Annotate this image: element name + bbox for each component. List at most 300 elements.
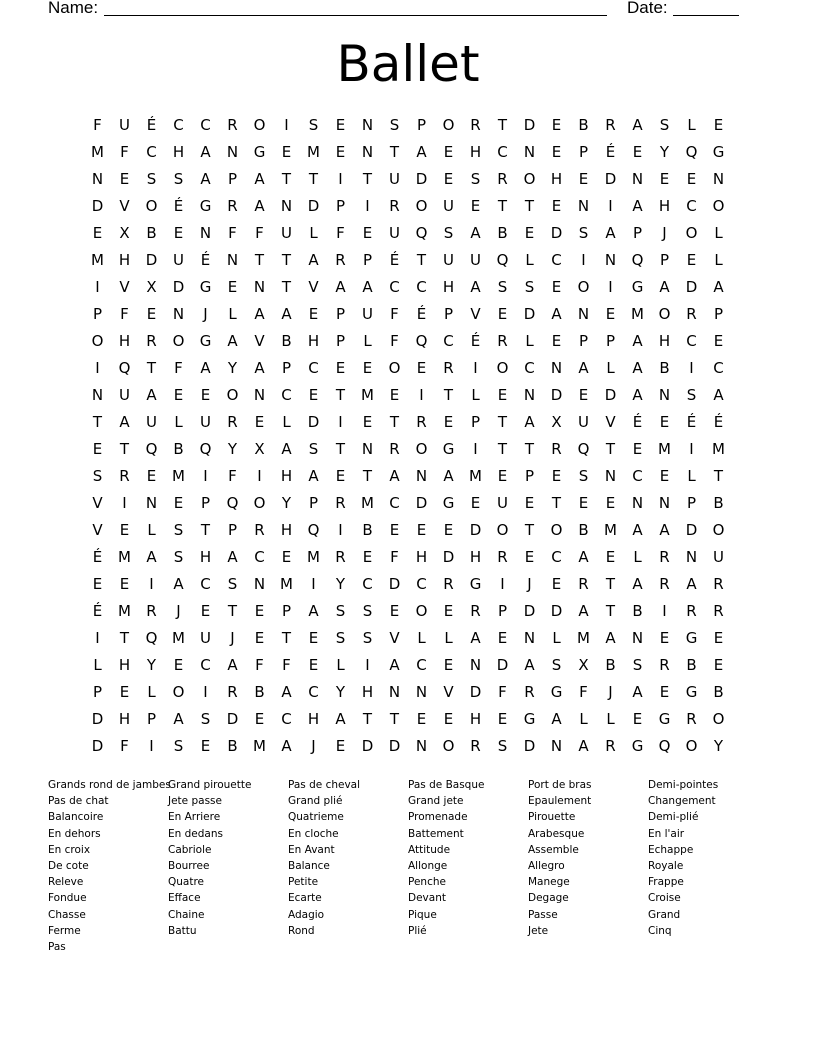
grid-cell: D [415,170,428,188]
grid-cell: U [578,413,589,431]
grid-cell: R [686,602,697,620]
word-list-item: Chaine [168,908,205,921]
grid-cell: A [254,197,265,215]
grid-cell: E [254,629,265,647]
word-list-item: Cabriole [168,843,212,856]
grid-cell: R [686,305,697,323]
grid-cell: É [686,413,697,431]
grid-cell: R [578,575,589,593]
grid-cell: T [605,575,616,593]
grid-row [84,193,732,220]
grid-cell: E [632,710,643,728]
grid-cell: E [200,386,211,404]
grid-row [84,247,732,274]
word-list-item: Demi-plié [648,811,699,824]
grid-cell: L [714,224,723,242]
grid-cell: D [307,197,320,215]
grid-cell: J [176,602,181,620]
grid-cell: E [308,656,319,674]
grid-row [84,571,732,598]
grid-cell: E [470,197,481,215]
grid-cell: L [579,710,588,728]
grid-cell: L [174,413,183,431]
grid-cell: A [389,656,400,674]
grid-cell: A [416,143,427,161]
grid-cell: A [308,467,319,485]
grid-cell: D [172,278,185,296]
grid-cell: T [362,710,373,728]
grid-cell: N [550,737,563,755]
grid-cell: R [713,602,724,620]
word-list-item: Jete [528,924,549,937]
grid-cell: R [713,575,724,593]
grid-cell: G [442,440,455,458]
grid-cell: E [551,332,562,350]
grid-cell: E [173,494,184,512]
grid-cell: C [308,683,319,701]
grid-cell: C [389,278,400,296]
grid-cell: E [686,170,697,188]
grid-cell: M [361,386,374,404]
word-list-item: Rond [288,924,315,937]
word-list-item: Quatrieme [288,811,344,824]
grid-row [84,301,732,328]
grid-cell: N [523,629,536,647]
grid-cell: M [307,143,320,161]
grid-cell: N [604,251,617,269]
grid-cell: L [525,251,534,269]
grid-cell: O [577,278,590,296]
grid-cell: R [335,548,346,566]
grid-cell: R [416,413,427,431]
grid-cell: E [659,683,670,701]
grid-row [84,139,732,166]
grid-cell: G [442,494,455,512]
grid-cell: G [523,710,536,728]
grid-cell: C [443,332,454,350]
grid-cell: N [577,197,590,215]
grid-row [84,328,732,355]
grid-cell: P [470,413,481,431]
grid-cell: P [443,305,454,323]
grid-cell: S [200,710,211,728]
grid-row [84,517,732,544]
grid-cell: B [686,656,697,674]
grid-cell: E [335,143,346,161]
word-list-item: Manege [528,876,570,889]
grid-cell: E [308,305,319,323]
grid-cell: C [632,467,643,485]
grid-cell: A [659,278,670,296]
grid-cell: E [389,521,400,539]
grid-cell: A [281,683,292,701]
grid-cell: N [91,386,104,404]
grid-cell: V [254,332,265,350]
grid-cell: N [199,224,212,242]
grid-cell: S [578,467,589,485]
grid-cell: C [416,575,427,593]
date-label: Date: [627,0,668,17]
grid-cell: R [470,737,481,755]
grid-cell: C [281,386,292,404]
grid-cell: U [389,224,400,242]
grid-cell: E [659,170,670,188]
grid-cell: G [199,197,212,215]
grid-cell: R [497,332,508,350]
grid-cell: E [605,548,616,566]
grid-cell: A [551,305,562,323]
grid-cell: F [498,683,507,701]
grid-cell: E [119,521,130,539]
grid-cell: G [712,143,725,161]
grid-cell: I [608,197,613,215]
grid-cell: O [442,116,455,134]
grid-cell: H [361,683,374,701]
grid-cell: A [281,737,292,755]
grid-cell: R [389,440,400,458]
grid-row [84,409,732,436]
grid-cell: R [659,548,670,566]
grid-cell: A [173,710,184,728]
grid-cell: J [230,629,235,647]
grid-cell: R [605,116,616,134]
grid-cell: A [200,143,211,161]
word-list-item: Adagio [288,908,325,921]
grid-cell: D [91,710,104,728]
grid-cell: M [118,548,131,566]
grid-cell: E [254,602,265,620]
grid-cell: P [92,683,103,701]
word-list-item: Royale [648,859,684,872]
word-list-item: Devant [408,892,446,905]
word-list-item: Bourree [168,859,210,872]
grid-cell: T [605,440,616,458]
grid-cell: A [281,440,292,458]
grid-cell: Y [659,143,670,161]
grid-cell: F [255,224,264,242]
grid-cell: B [146,224,157,242]
word-list-item: Plié [408,924,427,937]
grid-cell: E [254,413,265,431]
grid-cell: B [497,224,508,242]
grid-cell: T [281,629,292,647]
grid-cell: N [91,170,104,188]
word-list-item: Echappe [648,843,694,856]
grid-cell: N [658,386,671,404]
grid-cell: R [146,602,157,620]
grid-cell: C [416,656,427,674]
grid-cell: I [338,521,343,539]
grid-cell: A [632,197,643,215]
grid-cell: L [147,683,156,701]
grid-cell: E [524,224,535,242]
grid-cell: G [469,575,482,593]
grid-cell: I [419,386,424,404]
grid-cell: E [470,494,481,512]
grid-cell: P [416,116,427,134]
grid-cell: L [525,332,534,350]
grid-cell: I [284,116,289,134]
grid-cell: P [605,332,616,350]
grid-cell: E [443,143,454,161]
grid-cell: S [173,521,184,539]
grid-cell: E [200,737,211,755]
grid-cell: R [551,440,562,458]
grid-cell: E [92,575,103,593]
grid-cell: O [415,440,428,458]
grid-cell: É [200,251,211,269]
grid-cell: B [254,683,265,701]
grid-cell: T [551,494,562,512]
grid-cell: N [631,494,644,512]
word-list-item: Arabesque [528,827,585,840]
grid-cell: B [632,602,643,620]
grid-cell: R [659,656,670,674]
grid-cell: N [523,386,536,404]
grid-cell: T [254,251,265,269]
grid-cell: U [281,224,292,242]
grid-cell: E [659,629,670,647]
grid-cell: P [146,710,157,728]
grid-cell: F [336,224,345,242]
grid-cell: C [551,548,562,566]
grid-cell: L [282,413,291,431]
grid-row [84,166,732,193]
grid-cell: I [608,278,613,296]
grid-row [84,490,732,517]
grid-cell: A [389,467,400,485]
grid-cell: U [443,251,454,269]
grid-cell: N [631,629,644,647]
grid-cell: D [307,413,320,431]
date-blank-line [673,15,739,16]
grid-cell: O [172,332,185,350]
grid-cell: J [662,224,667,242]
grid-cell: E [119,683,130,701]
word-list-item: Grand pirouette [168,779,252,791]
word-list-item: En croix [48,843,91,856]
grid-cell: D [550,224,563,242]
grid-cell: P [200,494,211,512]
grid-cell: V [443,683,454,701]
grid-cell: O [712,710,725,728]
grid-cell: G [631,737,644,755]
grid-cell: T [335,440,346,458]
word-list-item: Efface [168,892,201,905]
grid-cell: P [92,305,103,323]
grid-cell: A [200,170,211,188]
grid-cell: A [173,575,184,593]
word-list-item: Pas de Basque [408,779,485,791]
word-list-item: Promenade [408,811,468,824]
grid-cell: O [172,683,185,701]
grid-cell: N [361,143,374,161]
word-list-item: Quatre [168,876,205,889]
grid-cell: G [658,710,671,728]
grid-cell: I [338,413,343,431]
grid-cell: E [659,467,670,485]
word-list-item: Grand [648,908,681,921]
grid-cell: S [551,656,562,674]
grid-cell: E [443,170,454,188]
grid-cell: S [173,170,184,188]
grid-cell: E [416,359,427,377]
grid-cell: Q [118,359,131,377]
grid-cell: A [578,737,589,755]
grid-cell: H [307,710,320,728]
grid-cell: A [470,224,481,242]
grid-cell: T [200,521,211,539]
word-list-item: Battement [408,827,464,840]
grid-cell: P [686,494,697,512]
grid-cell: N [172,305,185,323]
grid-cell: T [362,467,373,485]
word-list-item: Demi-pointes [648,779,719,791]
grid-cell: N [550,359,563,377]
grid-cell: U [497,494,508,512]
grid-cell: I [95,359,100,377]
grid-cell: J [527,575,532,593]
grid-cell: E [254,710,265,728]
grid-cell: L [633,548,642,566]
grid-cell: D [523,737,536,755]
grid-cell: Y [281,494,292,512]
grid-cell: N [469,656,482,674]
grid-cell: A [119,413,130,431]
grid-cell: I [257,467,262,485]
grid-cell: É [92,602,103,620]
grid-cell: T [416,251,427,269]
grid-cell: C [173,116,184,134]
word-list-item: Degage [528,892,569,905]
grid-cell: Q [577,440,590,458]
name-blank-line [104,15,607,16]
grid-cell: O [712,197,725,215]
grid-cell: S [227,575,238,593]
grid-cell: N [658,494,671,512]
grid-cell: H [550,170,563,188]
grid-cell: A [308,251,319,269]
grid-cell: E [173,656,184,674]
grid-cell: H [658,332,671,350]
grid-cell: E [119,575,130,593]
name-label: Name: [48,0,99,17]
grid-cell: E [173,224,184,242]
grid-cell: A [254,170,265,188]
word-list-item: Passe [528,908,558,921]
grid-cell: E [362,413,373,431]
grid-cell: C [362,575,373,593]
grid-cell: A [659,521,670,539]
grid-cell: F [174,359,183,377]
grid-cell: E [416,521,427,539]
grid-cell: Q [415,332,428,350]
grid-cell: U [173,251,184,269]
grid-cell: L [309,224,318,242]
word-list-item: Allegro [528,859,565,872]
grid-cell: T [92,413,103,431]
grid-cell: E [146,305,157,323]
word-column [408,777,526,939]
grid-cell: A [335,710,346,728]
grid-cell: P [497,602,508,620]
grid-cell: R [119,467,130,485]
word-column [288,777,406,939]
grid-cell: I [689,440,694,458]
grid-cell: D [415,494,428,512]
grid-cell: B [578,521,589,539]
grid-cell: C [200,656,211,674]
grid-cell: A [227,548,238,566]
grid-cell: D [91,737,104,755]
grid-cell: E [497,710,508,728]
grid-cell: L [417,629,426,647]
grid-cell: E [524,494,535,512]
grid-cell: B [713,494,724,512]
grid-cell: I [122,494,127,512]
grid-cell: L [687,467,696,485]
grid-cell: D [388,737,401,755]
grid-cell: L [687,116,696,134]
grid-cell: N [577,305,590,323]
grid-cell: R [659,575,670,593]
word-list-item: Penche [408,876,446,889]
grid-cell: G [253,143,266,161]
grid-cell: B [227,737,238,755]
grid-cell: P [281,359,292,377]
grid-cell: A [443,467,454,485]
grid-cell: A [146,548,157,566]
grid-cell: P [524,467,535,485]
grid-cell: L [228,305,237,323]
grid-row [84,382,732,409]
grid-cell: E [551,197,562,215]
grid-cell: M [91,251,104,269]
grid-cell: E [389,602,400,620]
grid-cell: N [253,278,266,296]
grid-cell: S [443,224,454,242]
grid-cell: P [335,332,346,350]
grid-cell: T [713,467,724,485]
grid-cell: A [632,332,643,350]
grid-cell: T [281,251,292,269]
grid-cell: Q [496,251,509,269]
grid-cell: U [200,629,211,647]
grid-cell: D [685,278,698,296]
grid-cell: I [203,683,208,701]
grid-cell: T [227,602,238,620]
grid-cell: M [604,521,617,539]
grid-cell: C [416,278,427,296]
grid-cell: N [361,116,374,134]
grid-cell: É [605,143,616,161]
grid-cell: N [145,494,158,512]
word-list-item: Frappe [648,876,684,889]
grid-cell: U [146,413,157,431]
grid-cell: P [227,170,238,188]
grid-cell: V [308,278,319,296]
grid-cell: E [551,278,562,296]
grid-cell: D [469,683,482,701]
grid-cell: B [659,359,670,377]
grid-cell: L [471,386,480,404]
grid-cell: P [335,305,346,323]
grid-cell: H [280,521,293,539]
grid-cell: U [119,386,130,404]
grid-cell: X [254,440,265,458]
grid-cell: F [120,305,129,323]
grid-cell: E [605,494,616,512]
